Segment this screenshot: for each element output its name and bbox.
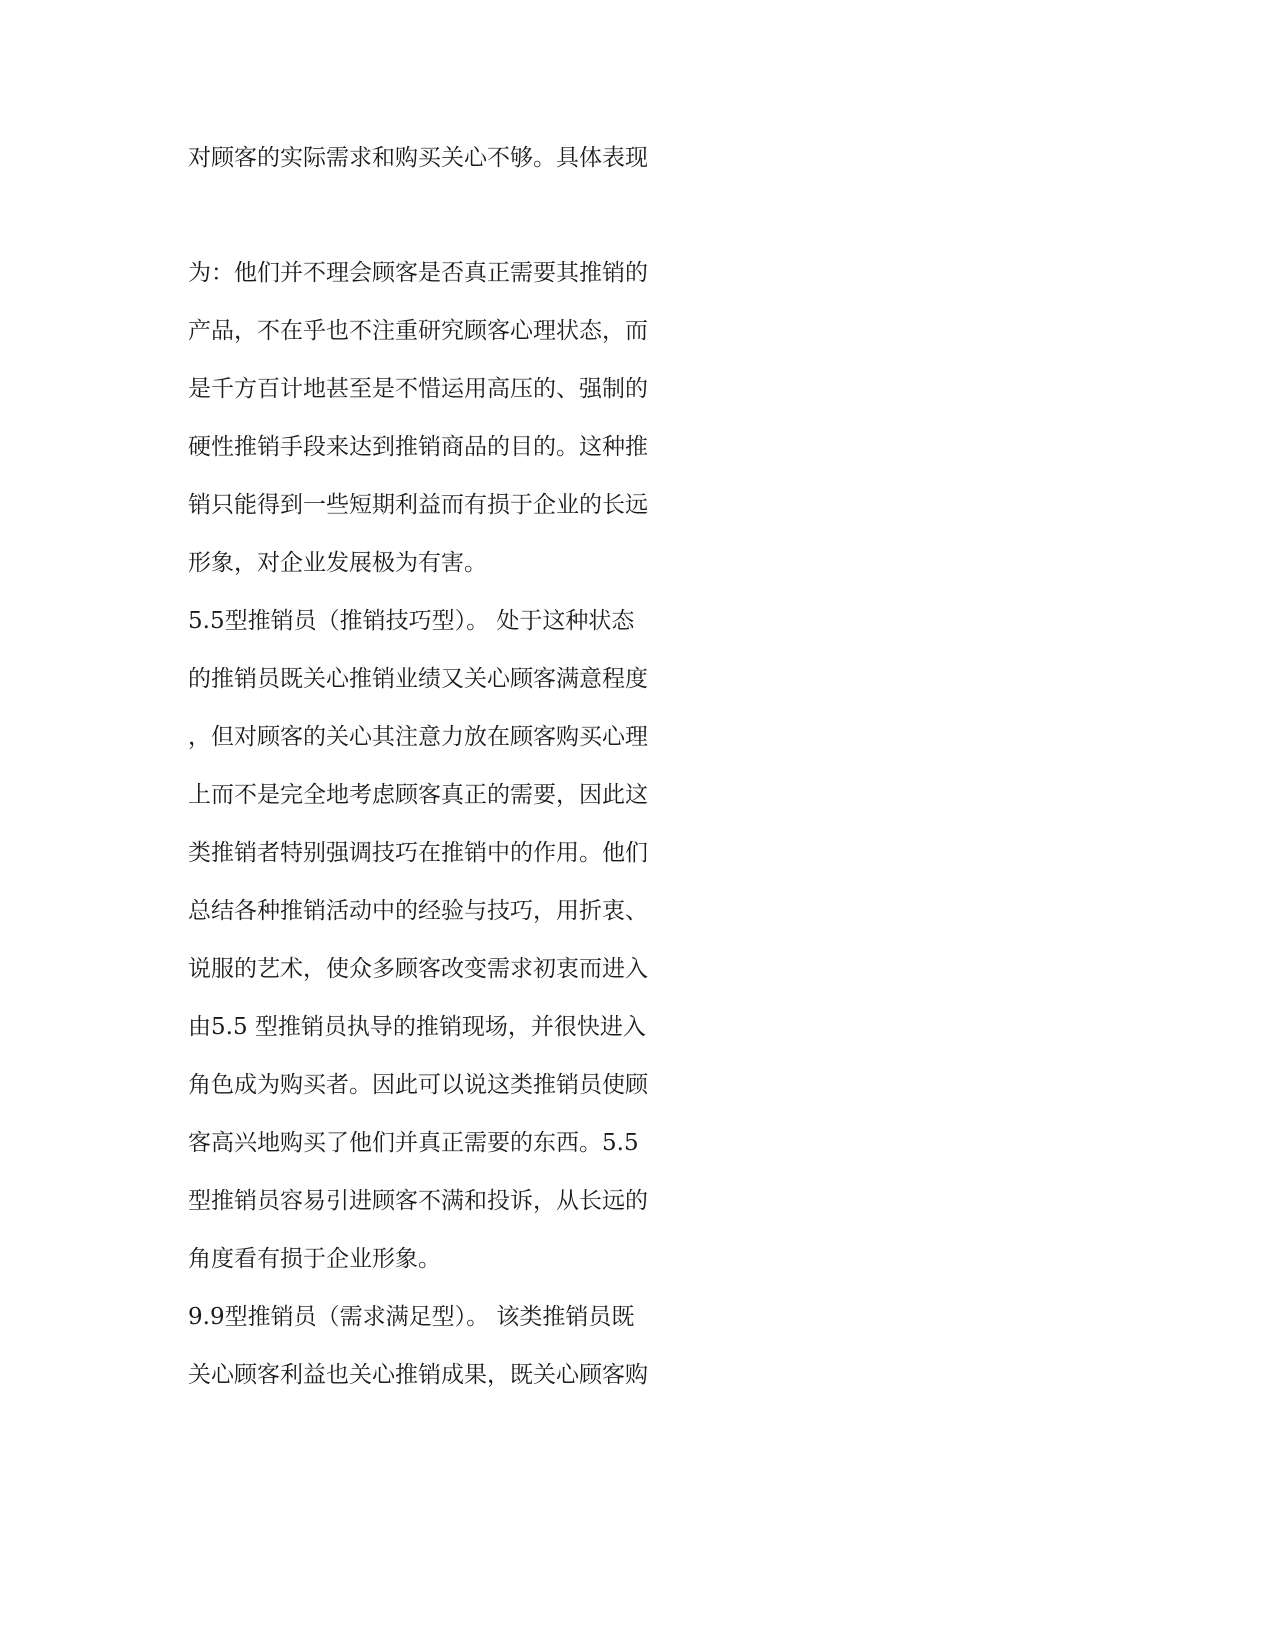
text-line: 硬性推销手段来达到推销商品的目的。这种推	[188, 434, 648, 460]
text-line: 说服的艺术，使众多顾客改变需求初衷而进入	[188, 956, 648, 982]
text-line: 角色成为购买者。因此可以说这类推销员使顾	[188, 1072, 648, 1098]
text-line: ，但对顾客的关心其注意力放在顾客购买心理	[188, 724, 648, 750]
text-line: 产品，不在乎也不注重研究顾客心理状态，而	[188, 318, 648, 344]
text-line: 5.5型推销员（推销技巧型）。 处于这种状态	[188, 608, 635, 634]
text-line: 型推销员容易引进顾客不满和投诉，从长远的	[188, 1188, 648, 1214]
text-line: 形象，对企业发展极为有害。	[188, 550, 487, 576]
text-line: 销只能得到一些短期利益而有损于企业的长远	[188, 492, 648, 518]
text-line: 总结各种推销活动中的经验与技巧，用折衷、	[188, 898, 648, 924]
text-line: 为：他们并不理会顾客是否真正需要其推销的	[188, 260, 648, 286]
text-line: 由5.5 型推销员执导的推销现场，并很快进入	[188, 1014, 646, 1040]
text-line: 9.9型推销员（需求满足型）。 该类推销员既	[188, 1304, 635, 1330]
text-line: 上而不是完全地考虑顾客真正的需要，因此这	[188, 782, 648, 808]
text-line: 类推销者特别强调技巧在推销中的作用。他们	[188, 840, 648, 866]
text-line: 角度看有损于企业形象。	[188, 1246, 441, 1272]
text-line: 的推销员既关心推销业绩又关心顾客满意程度	[188, 666, 648, 692]
text-line: 对顾客的实际需求和购买关心不够。具体表现	[188, 145, 648, 171]
text-line: 关心顾客利益也关心推销成果，既关心顾客购	[188, 1362, 648, 1388]
text-line: 客高兴地购买了他们并真正需要的东西。5.5	[188, 1130, 639, 1156]
text-line: 是千方百计地甚至是不惜运用高压的、强制的	[188, 376, 648, 402]
